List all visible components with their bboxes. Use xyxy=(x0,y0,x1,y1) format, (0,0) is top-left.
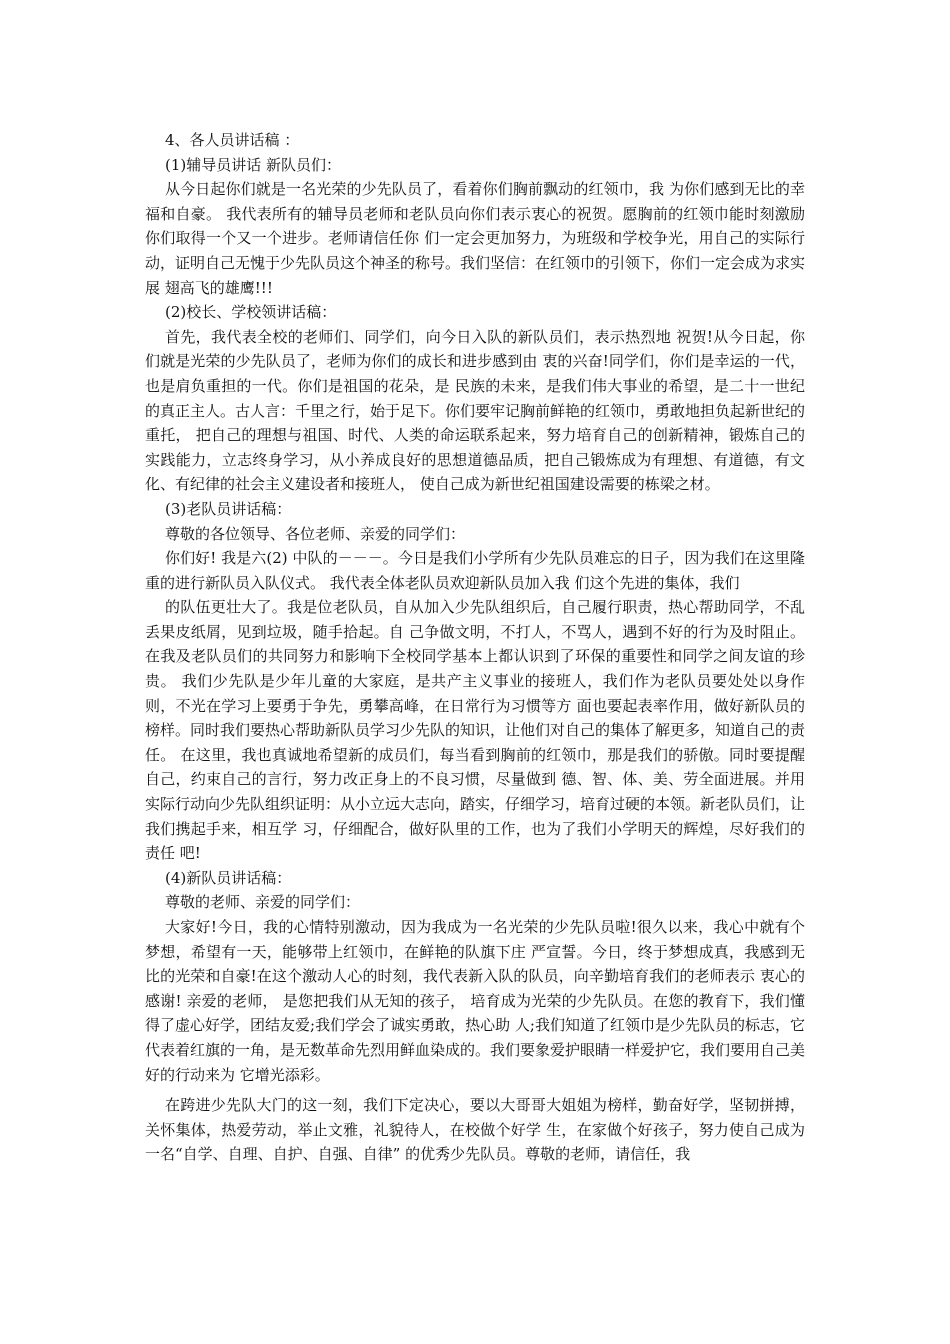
new-member-speech-heading: (4)新队员讲话稿： xyxy=(165,868,292,887)
veteran-speech-paragraph-2: 的队伍更壮大了。我是位老队员，自从加入少先队组织后，自己履行职责，热心帮助同学，不乱丢果皮纸屑，见到垃圾，随手拾起。自 己争做文明，不打人，不骂人，遇到不好的行为及时阻止。在我及老队员们的共同努力和影响下全校同学基本上都认识到了环保的重要性和同学之间友谊的珍 贵。 我们少先队是少年儿童的大家庭，是共产主义事业的接班人，我们作为老队员要处处以身作则，不光在学习上要勇于争先，勇攀高峰，在日常行为习惯等方 面也要起表率作用，做好新队员的榜样。同时我们要热心帮助新队员学习少先队的知识，让他们对自己的集体了解更多，知道自己的责任。 在这里，我也真诚地希望新的成员们，每当看到胸前的红领巾，那是我们的骄傲。同时要提醒自己，约束自己的言行，努力改正身上的不良习惯，尽量做到 德、智、体、美、劳全面进展。并用实际行动向少先队组织证明：从小立远大志向，踏实，仔细学习，培育过硬的本领。新老队员们，让我们携起手来，相互学 习，仔细配合，做好队里的工作，也为了我们小学明天的辉煌，尽好我们的责任 吧! xyxy=(145,598,806,863)
veteran-speech-paragraph-1: 你们好! 我是六(2) 中队的－－－。今日是我们小学所有少先队员难忘的日子，因为我们在这里隆重的进行新队员入队仪式。 我代表全体老队员欢迎新队员加入我 们这个先进的集体，我们 xyxy=(145,549,805,592)
new-member-speech-salutation: 尊敬的老师、亲爱的同学们： xyxy=(165,893,361,912)
counselor-speech-heading: (1)辅导员讲话 新队员们： xyxy=(165,155,342,174)
principal-speech-heading: (2)校长、学校领讲话稿： xyxy=(165,303,337,322)
principal-speech-paragraph: 首先，我代表全校的老师们、同学们，向今日入队的新队员们，表示热烈地 祝贺!从今日起，你们就是光荣的少先队员了，老师为你们的成长和进步感到由 衷的兴奋!同学们，你们是幸运的一代，也是肩负重担的一代。你们是祖国的花朵，是 民族的未来，是我们伟大事业的希望，是二十一世纪的真正主人。古人言：千里之行，始于足下。你们要牢记胸前鲜艳的红领巾，勇敢地担负起新世纪的重托， 把自己的理想与祖国、时代、人类的命运联系起来，努力培育自己的创新精神，锻炼自己的实践能力，立志终身学习，从小养成良好的思想道德品质，把自己锻炼成为有理想、有道德，有文化、有纪律的社会主义建设者和接班人， 使自己成为新世纪祖国建设需要的栋梁之材。 xyxy=(145,327,806,494)
document-body xyxy=(145,128,805,1167)
new-member-speech-paragraph-1: 大家好!今日，我的心情特别激动，因为我成为一名光荣的少先队员啦!很久以来，我心中就有个梦想，希望有一天，能够带上红领巾，在鲜艳的队旗下庄 严宣誓。今日，终于梦想成真，我感到无比的光荣和自豪!在这个激动人心的时刻，我代表新入队的队员，向辛勤培育我们的老师表示 衷心的感谢! 亲爱的老师， 是您把我们从无知的孩子， 培育成为光荣的少先队员。在您的教育下，我们懂得了虚心好学，团结友爱;我们学会了诚实勇敢，热心助 人;我们知道了红领巾是少先队员的标志，它代表着红旗的一角，是无数革命先烈用鲜血染成的。我们要象爱护眼睛一样爱护它，我们要用自己美好的行动来为 它增光添彩。 xyxy=(145,918,806,1084)
veteran-speech-heading: (3)老队员讲话稿： xyxy=(165,499,292,518)
counselor-speech-paragraph: 从今日起你们就是一名光荣的少先队员了，看着你们胸前飘动的红领巾，我 为你们感到无比的幸福和自豪。 我代表所有的辅导员老师和老队员向你们表示衷心的祝贺。愿胸前的红领巾能时刻激励你们取得一个又一个进步。老师请信任你 们一定会更加努力，为班级和学校争光，用自己的实际行动，证明自己无愧于少先队员这个神圣的称号。我们坚信：在红领巾的引领下，你们一定会成为求实展 翅高飞的雄鹰!!! xyxy=(145,180,806,297)
new-member-speech-paragraph-2: 在跨进少先队大门的这一刻，我们下定决心，要以大哥哥大姐姐为榜样，勤奋好学，坚韧拼搏，关怀集体，热爱劳动，举止文雅，礼貌待人，在校做个好学 生，在家做个好孩子，努力使自己成为一名“自学、自理、自护、自强、自律” 的优秀少先队员。尊敬的老师，请信任，我 xyxy=(145,1096,805,1164)
section-title: 4、各人员讲话稿 ： xyxy=(165,131,300,149)
veteran-speech-salutation: 尊敬的各位领导、各位老师、亲爱的同学们： xyxy=(165,524,466,543)
